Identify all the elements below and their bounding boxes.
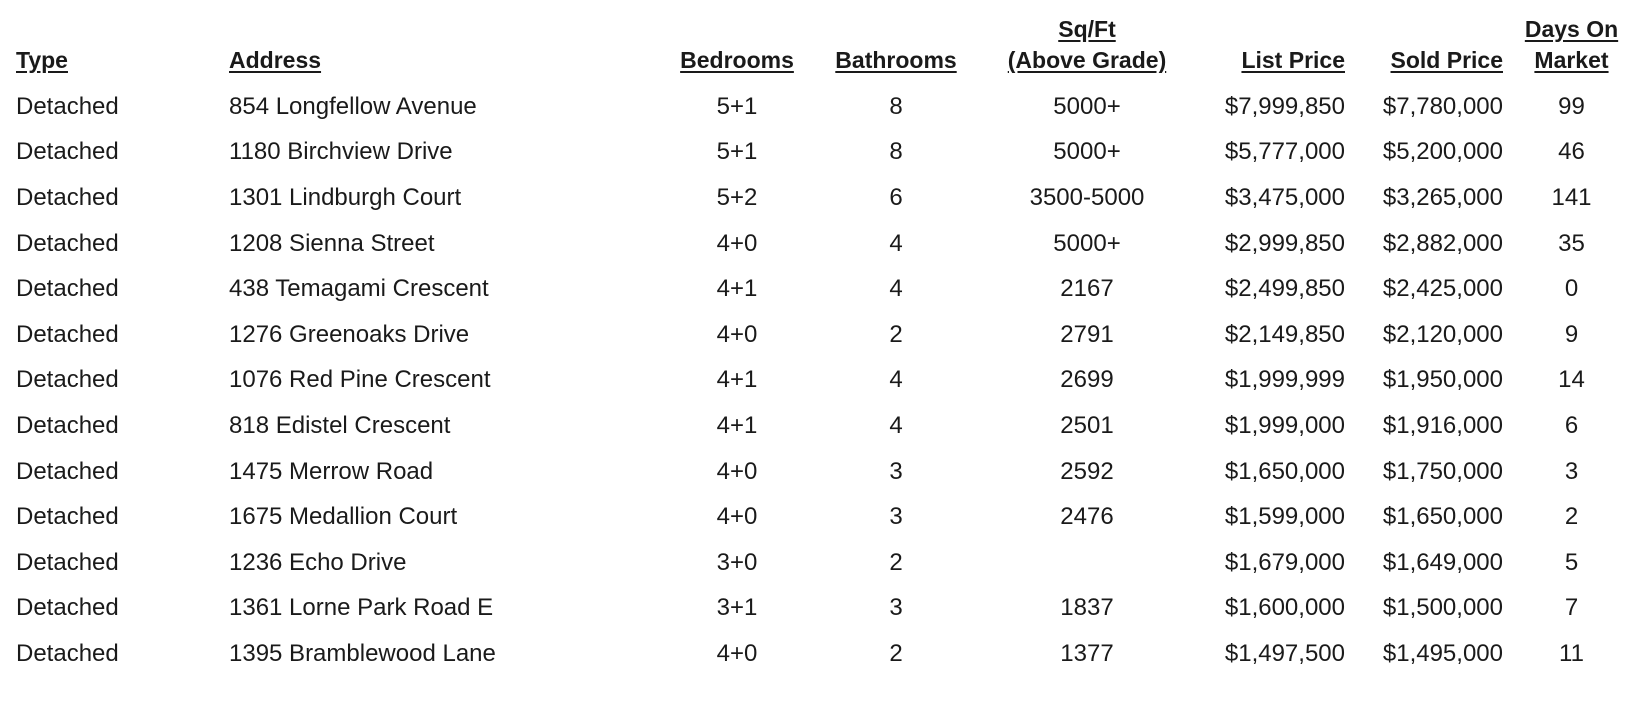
cell-list-price: $1,600,000	[1224, 594, 1345, 622]
cell-type: Detached	[16, 594, 119, 622]
cell-sqft	[976, 540, 1198, 586]
cell-sqft: 3500-5000	[1029, 183, 1145, 211]
cell-bathrooms: 2	[889, 320, 903, 348]
cell-list-price: $1,497,500	[1224, 639, 1345, 667]
cell-type: Detached	[16, 320, 119, 348]
cell-sold-price: $1,750,000	[1382, 457, 1503, 485]
cell-sqft: 2501	[1060, 411, 1114, 439]
cell-days-on-market: 14	[1558, 366, 1585, 394]
table-row	[0, 312, 1636, 358]
cell-list-price: $2,149,850	[1224, 320, 1345, 348]
cell-list-price: $1,650,000	[1224, 457, 1345, 485]
cell-list-price: $3,475,000	[1224, 183, 1345, 211]
cell-bedrooms: 4+0	[716, 229, 758, 257]
cell-sold-price: $2,120,000	[1382, 320, 1503, 348]
cell-sqft: 2791	[1060, 320, 1114, 348]
cell-bedrooms: 5+1	[716, 138, 758, 166]
cell-address: 438 Temagami Crescent	[229, 275, 489, 303]
table-row	[0, 494, 1636, 540]
cell-type: Detached	[16, 92, 119, 120]
cell-type: Detached	[16, 229, 119, 257]
cell-address: 1395 Bramblewood Lane	[229, 639, 496, 667]
cell-type: Detached	[16, 548, 119, 576]
sold-listings-table	[0, 14, 1636, 677]
cell-bathrooms: 4	[889, 411, 903, 439]
cell-sold-price: $3,265,000	[1382, 183, 1503, 211]
cell-list-price: $7,999,850	[1224, 92, 1345, 120]
cell-list-price: $1,999,999	[1224, 366, 1345, 394]
table-row	[0, 130, 1636, 176]
header-list-price: List Price	[1241, 47, 1345, 73]
cell-bathrooms: 4	[889, 275, 903, 303]
table-row	[0, 586, 1636, 632]
cell-sqft: 5000+	[1053, 92, 1121, 120]
cell-sold-price: $1,916,000	[1382, 411, 1503, 439]
header-type: Type	[16, 47, 68, 73]
cell-sqft: 2699	[1060, 366, 1114, 394]
cell-address: 1076 Red Pine Crescent	[229, 366, 491, 394]
cell-type: Detached	[16, 366, 119, 394]
cell-address: 1301 Lindburgh Court	[229, 183, 462, 211]
cell-days-on-market: 2	[1564, 503, 1579, 531]
cell-sqft: 1377	[1060, 639, 1114, 667]
cell-bedrooms: 4+0	[716, 320, 758, 348]
cell-address: 1208 Sienna Street	[229, 229, 435, 257]
table-body	[0, 84, 1636, 677]
cell-sold-price: $1,649,000	[1382, 548, 1503, 576]
table-row	[0, 84, 1636, 130]
cell-days-on-market: 11	[1559, 639, 1584, 667]
table-row	[0, 358, 1636, 404]
cell-list-price: $1,599,000	[1224, 503, 1345, 531]
cell-bedrooms: 3+1	[716, 594, 758, 622]
header-bathrooms: Bathrooms	[835, 47, 957, 73]
table-row	[0, 221, 1636, 267]
cell-days-on-market: 141	[1551, 183, 1592, 211]
cell-bathrooms: 4	[889, 229, 903, 257]
header-sold-price: Sold Price	[1390, 47, 1503, 73]
table-row	[0, 540, 1636, 586]
cell-bedrooms: 4+0	[716, 457, 758, 485]
cell-bedrooms: 5+2	[716, 183, 758, 211]
cell-bedrooms: 4+1	[716, 275, 758, 303]
table-row	[0, 631, 1636, 677]
cell-days-on-market: 5	[1564, 548, 1579, 576]
cell-address: 1276 Greenoaks Drive	[229, 320, 470, 348]
cell-bathrooms: 2	[889, 639, 903, 667]
cell-list-price: $1,999,000	[1224, 411, 1345, 439]
cell-sold-price: $7,780,000	[1382, 92, 1503, 120]
cell-type: Detached	[16, 503, 119, 531]
cell-type: Detached	[16, 183, 119, 211]
cell-bathrooms: 6	[889, 183, 903, 211]
cell-list-price: $2,999,850	[1224, 229, 1345, 257]
cell-address: 1361 Lorne Park Road E	[229, 594, 494, 622]
cell-bathrooms: 8	[889, 138, 903, 166]
table-header	[0, 14, 1636, 84]
cell-bathrooms: 3	[889, 457, 903, 485]
cell-address: 1236 Echo Drive	[229, 548, 407, 576]
cell-sold-price: $2,882,000	[1382, 229, 1503, 257]
cell-days-on-market: 35	[1558, 229, 1585, 257]
cell-bedrooms: 4+0	[716, 639, 758, 667]
header-sqft: Sq/Ft (Above Grade)	[1007, 16, 1167, 73]
table-row	[0, 403, 1636, 449]
cell-sold-price: $1,500,000	[1382, 594, 1503, 622]
cell-bathrooms: 2	[889, 548, 903, 576]
cell-sqft: 1837	[1060, 594, 1114, 622]
cell-bathrooms: 3	[889, 503, 903, 531]
cell-days-on-market: 9	[1564, 320, 1579, 348]
cell-sqft: 2476	[1060, 503, 1114, 531]
cell-sqft: 2592	[1060, 457, 1114, 485]
header-bedrooms: Bedrooms	[680, 47, 794, 73]
cell-days-on-market: 3	[1564, 457, 1579, 485]
cell-bedrooms: 4+0	[716, 503, 758, 531]
cell-list-price: $2,499,850	[1224, 275, 1345, 303]
cell-sold-price: $2,425,000	[1382, 275, 1503, 303]
table-row	[0, 449, 1636, 495]
cell-type: Detached	[16, 411, 119, 439]
cell-list-price: $5,777,000	[1224, 138, 1345, 166]
cell-days-on-market: 0	[1564, 275, 1579, 303]
cell-address: 1475 Merrow Road	[229, 457, 434, 485]
cell-bathrooms: 3	[889, 594, 903, 622]
cell-address: 1675 Medallion Court	[229, 503, 458, 531]
cell-address: 818 Edistel Crescent	[229, 411, 451, 439]
cell-bathrooms: 4	[889, 366, 903, 394]
cell-days-on-market: 46	[1558, 138, 1585, 166]
cell-type: Detached	[16, 138, 119, 166]
cell-address: 1180 Birchview Drive	[229, 138, 453, 166]
cell-list-price: $1,679,000	[1224, 548, 1345, 576]
cell-sold-price: $1,495,000	[1382, 639, 1503, 667]
table-row	[0, 266, 1636, 312]
header-days-on-market: Days On Market	[1524, 16, 1619, 73]
cell-sqft: 5000+	[1053, 138, 1121, 166]
cell-days-on-market: 7	[1564, 594, 1579, 622]
cell-type: Detached	[16, 639, 119, 667]
cell-bedrooms: 5+1	[716, 92, 758, 120]
cell-days-on-market: 99	[1558, 92, 1585, 120]
cell-sold-price: $1,950,000	[1382, 366, 1503, 394]
header-row	[0, 14, 1636, 84]
cell-bedrooms: 4+1	[716, 411, 758, 439]
cell-sold-price: $1,650,000	[1382, 503, 1503, 531]
cell-sold-price: $5,200,000	[1382, 138, 1503, 166]
cell-type: Detached	[16, 275, 119, 303]
cell-bedrooms: 3+0	[716, 548, 758, 576]
cell-bathrooms: 8	[889, 92, 903, 120]
cell-type: Detached	[16, 457, 119, 485]
cell-address: 854 Longfellow Avenue	[229, 92, 477, 120]
table-row	[0, 175, 1636, 221]
cell-days-on-market: 6	[1564, 411, 1579, 439]
cell-bedrooms: 4+1	[716, 366, 758, 394]
header-address: Address	[229, 47, 322, 73]
cell-sqft: 5000+	[1053, 229, 1121, 257]
cell-sqft: 2167	[1060, 275, 1114, 303]
